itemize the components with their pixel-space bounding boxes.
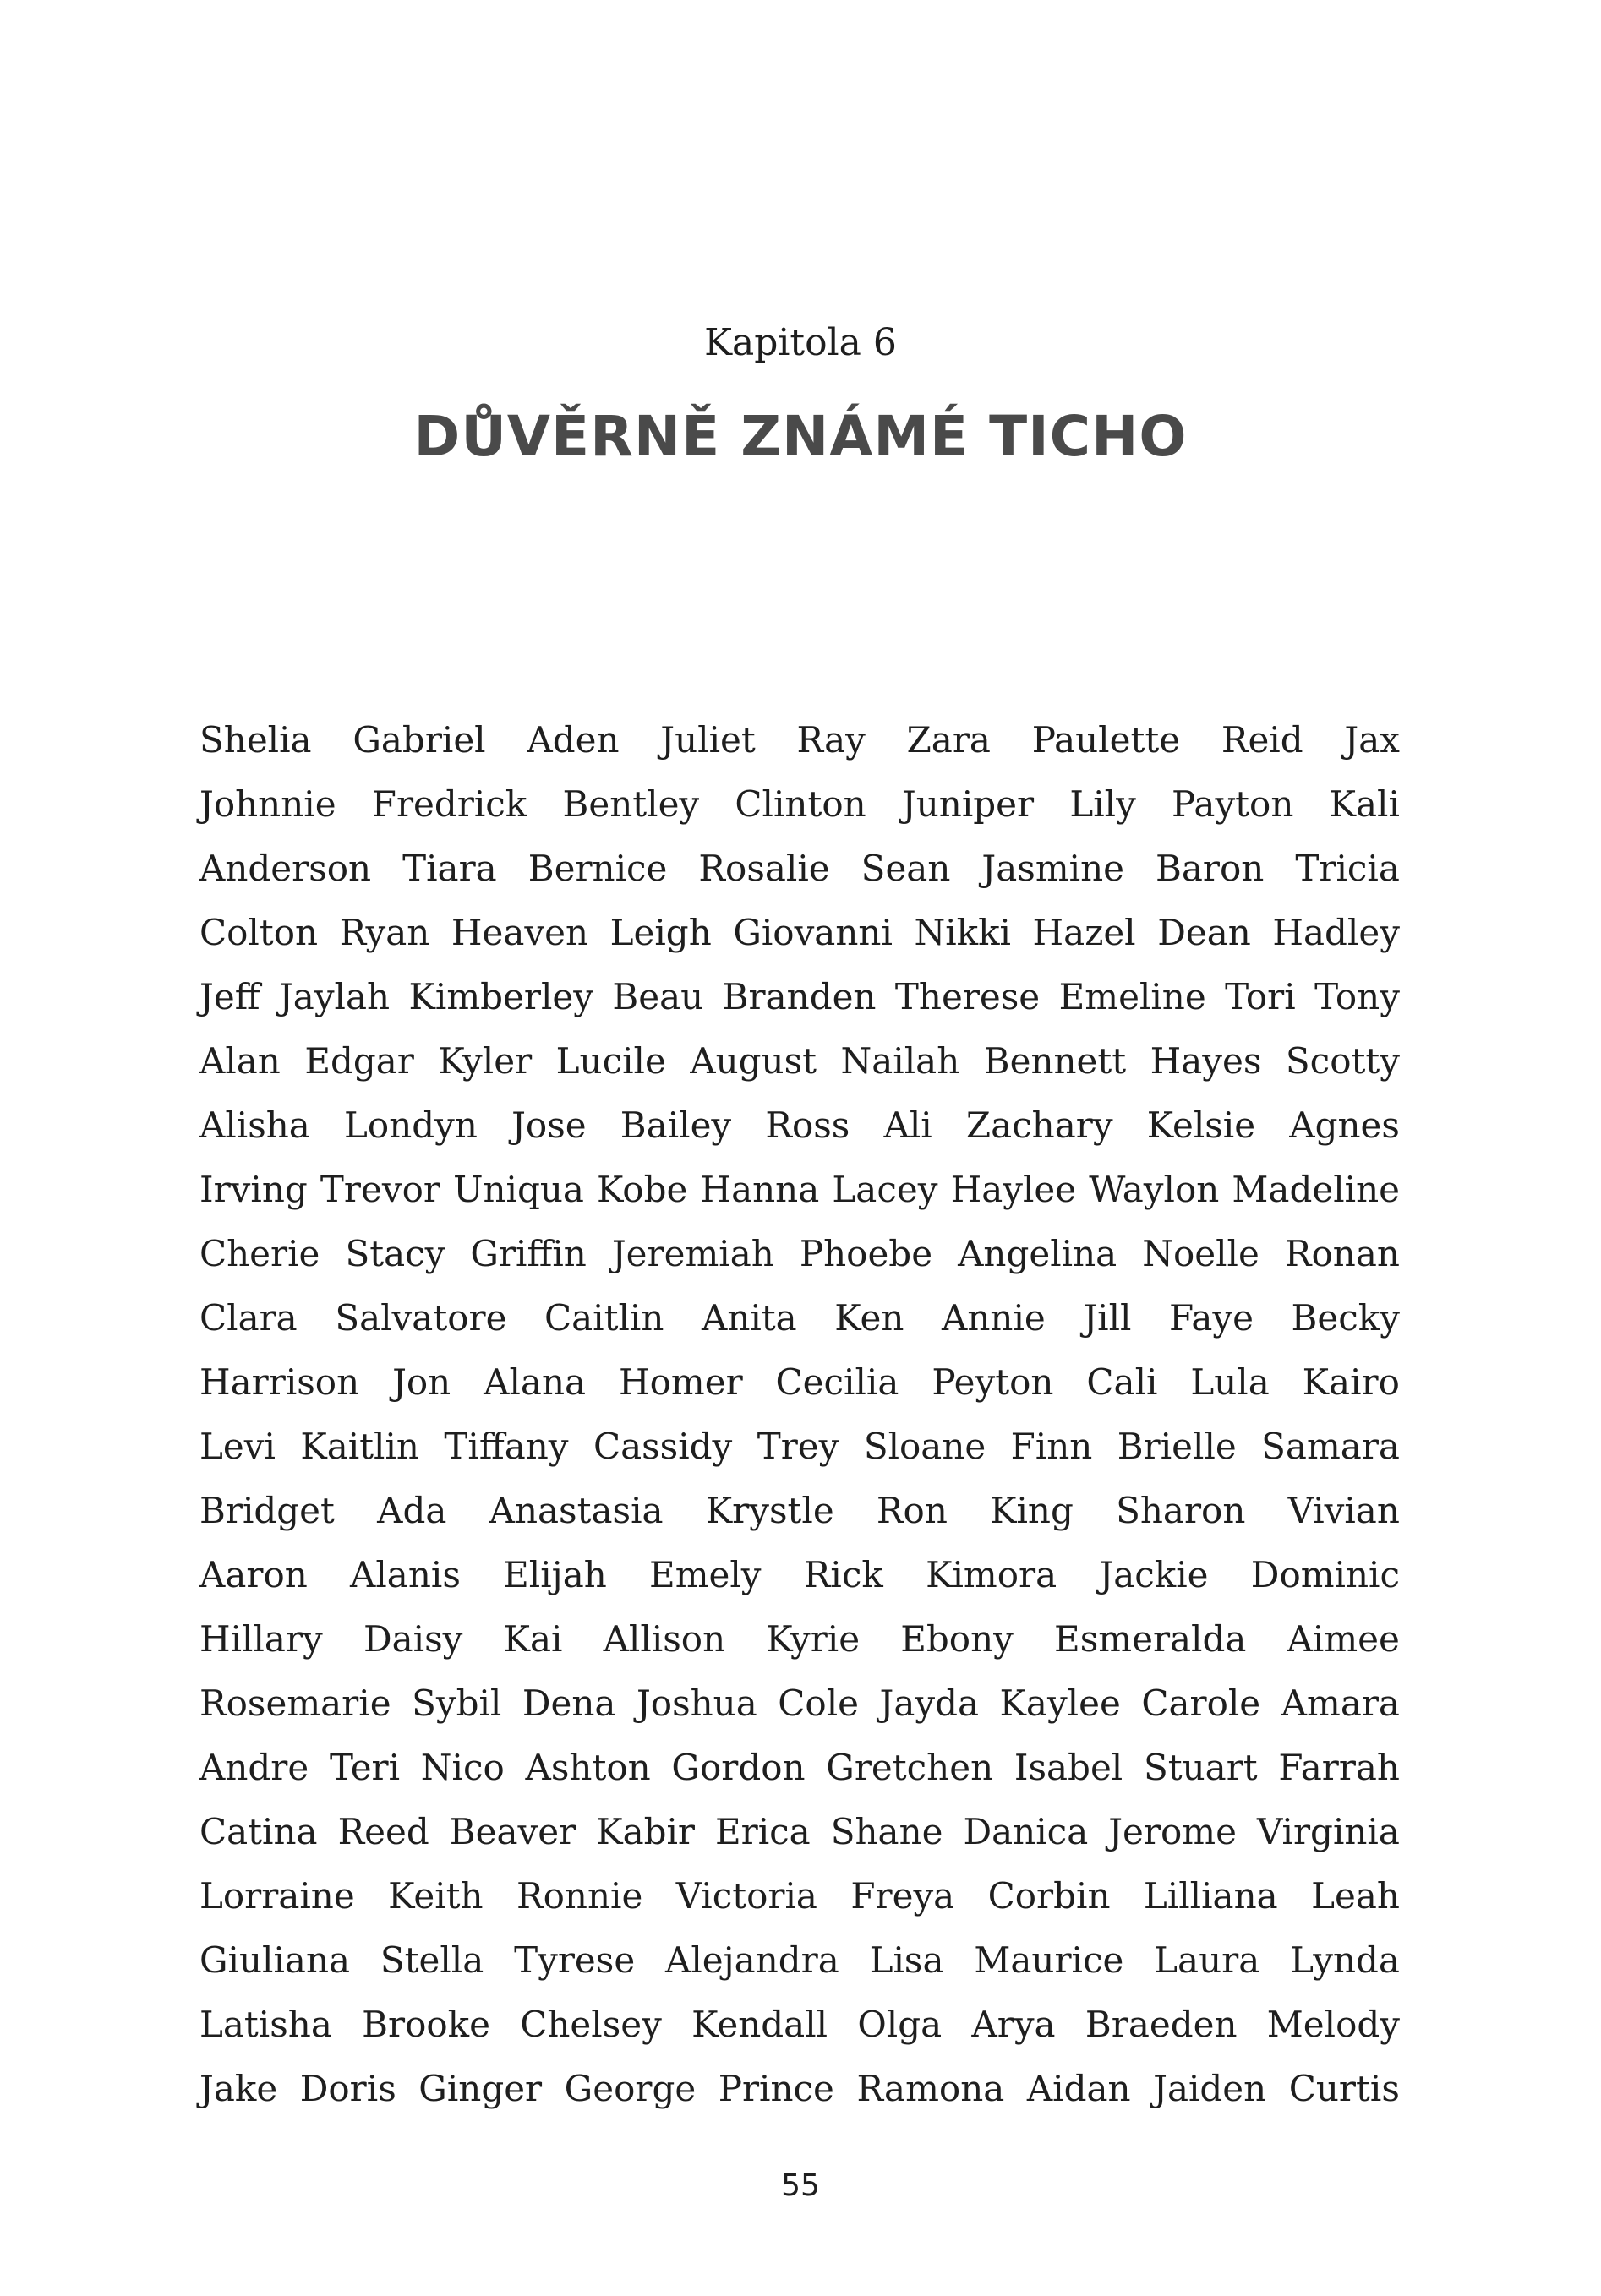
word: Giovanni — [733, 912, 893, 953]
text-line — [199, 1672, 1400, 1736]
word: Peyton — [932, 1361, 1054, 1403]
word: Shane — [830, 1811, 943, 1852]
word: George — [564, 2068, 697, 2109]
word: Haylee — [950, 1169, 1077, 1210]
word: Kelsie — [1146, 1104, 1256, 1146]
word: Kairo — [1302, 1361, 1400, 1403]
word: Doris — [299, 2068, 396, 2109]
word: Bennett — [983, 1040, 1127, 1082]
word: Faye — [1169, 1297, 1254, 1339]
word: Agnes — [1289, 1104, 1400, 1146]
chapter-label: Kapitola 6 — [704, 321, 897, 364]
word: Noelle — [1142, 1233, 1259, 1274]
word: Ada — [377, 1490, 447, 1531]
word: Kabir — [596, 1811, 695, 1852]
text-line — [199, 1158, 1400, 1222]
word: Anderson — [199, 848, 372, 889]
text-line — [199, 837, 1400, 901]
word: Virginia — [1256, 1811, 1400, 1852]
word: Stuart — [1143, 1747, 1258, 1788]
word: Catina — [199, 1811, 318, 1852]
word: Ross — [765, 1104, 850, 1146]
word: Victoria — [675, 1875, 817, 1917]
word: Cherie — [199, 1233, 320, 1274]
word: Jeff — [199, 976, 260, 1017]
word: Kimora — [926, 1554, 1057, 1595]
word: Freya — [850, 1875, 955, 1917]
text-line — [199, 1222, 1400, 1286]
word: Becky — [1291, 1297, 1400, 1339]
word: Jill — [1083, 1297, 1132, 1339]
word: Dean — [1157, 912, 1251, 953]
word: Madeline — [1232, 1169, 1400, 1210]
word: Aden — [527, 719, 620, 761]
word: Jake — [199, 2068, 278, 2109]
text-line — [199, 2057, 1400, 2121]
word: Rosalie — [698, 848, 830, 889]
word: Cecilia — [775, 1361, 899, 1403]
word: Chelsey — [520, 2004, 662, 2045]
word: Alanis — [350, 1554, 461, 1595]
word: Ramona — [856, 2068, 1005, 2109]
word: Latisha — [199, 2004, 332, 2045]
word: Laura — [1154, 1939, 1260, 1981]
word: Jeremiah — [611, 1233, 774, 1274]
word: Fredrick — [371, 783, 527, 825]
word: Bentley — [562, 783, 700, 825]
word: Cali — [1086, 1361, 1158, 1403]
word: Jerome — [1108, 1811, 1237, 1852]
word: Beaver — [449, 1811, 576, 1852]
word: Scotty — [1285, 1040, 1400, 1082]
chapter-title: DŮVĚRNĚ ZNÁMÉ TICHO — [413, 404, 1188, 469]
word: King — [990, 1490, 1074, 1531]
word: Cole — [778, 1682, 859, 1724]
word: Kaylee — [999, 1682, 1121, 1724]
word: Sloane — [863, 1426, 986, 1467]
word: Waylon — [1089, 1169, 1220, 1210]
word: Bridget — [199, 1490, 335, 1531]
word: Daisy — [363, 1618, 463, 1660]
text-line — [199, 901, 1400, 965]
word: Hanna — [700, 1169, 820, 1210]
word: Jasmine — [981, 848, 1125, 889]
word: Aaron — [199, 1554, 308, 1595]
word: August — [690, 1040, 817, 1082]
word: Trevor — [320, 1169, 440, 1210]
word: Erica — [714, 1811, 811, 1852]
word: Rick — [803, 1554, 883, 1595]
word: Brooke — [362, 2004, 490, 2045]
word: Danica — [963, 1811, 1089, 1852]
word: Anastasia — [489, 1490, 664, 1531]
word: Uniqua — [453, 1169, 584, 1210]
word: Sharon — [1116, 1490, 1246, 1531]
word: Lucile — [555, 1040, 666, 1082]
word: Gordon — [671, 1747, 806, 1788]
word: Tyrese — [514, 1939, 636, 1981]
word: Gabriel — [352, 719, 486, 761]
word: Lily — [1069, 783, 1136, 825]
word: Amara — [1281, 1682, 1400, 1724]
text-line — [199, 1415, 1400, 1479]
word: Griffin — [470, 1233, 587, 1274]
word: Jax — [1344, 719, 1400, 761]
word: Johnnie — [199, 783, 336, 825]
word: Ebony — [900, 1618, 1014, 1660]
text-line — [199, 1350, 1400, 1415]
word: Tori — [1225, 976, 1296, 1017]
word: Jon — [392, 1361, 451, 1403]
word: Leah — [1311, 1875, 1400, 1917]
word: Heaven — [451, 912, 589, 953]
word: Baron — [1156, 848, 1265, 889]
word: Reid — [1221, 719, 1303, 761]
word: Bailey — [620, 1104, 732, 1146]
word: Isabel — [1014, 1747, 1123, 1788]
word: Emely — [649, 1554, 762, 1595]
word: Gretchen — [826, 1747, 994, 1788]
word: Farrah — [1278, 1747, 1400, 1788]
word: Leigh — [609, 912, 712, 953]
word: Carole — [1141, 1682, 1261, 1724]
word: Lilliana — [1143, 1875, 1278, 1917]
word: Kobe — [597, 1169, 688, 1210]
word: Braeden — [1085, 2004, 1238, 2045]
word: Caitlin — [544, 1297, 664, 1339]
word: Clinton — [735, 783, 866, 825]
word: Anita — [701, 1297, 797, 1339]
word: Cassidy — [593, 1426, 733, 1467]
word: Reed — [337, 1811, 429, 1852]
word: Keith — [388, 1875, 484, 1917]
word: Maurice — [974, 1939, 1124, 1981]
text-line — [199, 1736, 1400, 1800]
word: Zara — [906, 719, 991, 761]
word: Ken — [834, 1297, 904, 1339]
word: Elijah — [503, 1554, 607, 1595]
word: Juniper — [901, 783, 1035, 825]
word: Emeline — [1058, 976, 1206, 1017]
word: Ashton — [525, 1747, 651, 1788]
word: Stella — [380, 1939, 484, 1981]
text-line — [199, 1607, 1400, 1672]
word: Aidan — [1026, 2068, 1131, 2109]
word: Homer — [618, 1361, 743, 1403]
text-line — [199, 708, 1400, 772]
word: Lacey — [832, 1169, 938, 1210]
text-line — [199, 1286, 1400, 1350]
text-line — [199, 1800, 1400, 1864]
text-line — [199, 965, 1400, 1029]
word: Ali — [883, 1104, 932, 1146]
word: Kai — [503, 1618, 563, 1660]
word: Lula — [1190, 1361, 1270, 1403]
word: Edgar — [304, 1040, 414, 1082]
word: Andre — [199, 1747, 309, 1788]
page-number: 55 — [781, 2168, 820, 2203]
word: Dominic — [1250, 1554, 1400, 1595]
word: Tricia — [1295, 848, 1400, 889]
word: Phoebe — [799, 1233, 933, 1274]
word: Jayda — [879, 1682, 980, 1724]
word: Lisa — [869, 1939, 944, 1981]
word: Ron — [876, 1490, 948, 1531]
word: Jackie — [1099, 1554, 1209, 1595]
word: Alisha — [199, 1104, 310, 1146]
word: Alana — [484, 1361, 587, 1403]
word: Nico — [420, 1747, 505, 1788]
word: Teri — [329, 1747, 401, 1788]
word: Ryan — [339, 912, 430, 953]
word: Jaiden — [1153, 2068, 1267, 2109]
word: Ginger — [418, 2068, 543, 2109]
word: Melody — [1266, 2004, 1400, 2045]
word: Beau — [612, 976, 704, 1017]
word: Arya — [971, 2004, 1056, 2045]
word: Angelina — [958, 1233, 1117, 1274]
text-line — [199, 1093, 1400, 1158]
word: Kali — [1329, 783, 1400, 825]
word: Salvatore — [335, 1297, 507, 1339]
word: Clara — [199, 1297, 298, 1339]
word: Allison — [603, 1618, 726, 1660]
word: Giuliana — [199, 1939, 351, 1981]
word: Prince — [718, 2068, 834, 2109]
word: Juliet — [660, 719, 756, 761]
body-text — [199, 708, 1400, 2121]
text-line — [199, 1993, 1400, 2057]
word: Ronan — [1284, 1233, 1400, 1274]
word: Kendall — [691, 2004, 828, 2045]
word: Jaylah — [278, 976, 391, 1017]
word: Annie — [942, 1297, 1046, 1339]
word: Hadley — [1272, 912, 1400, 953]
word: Zachary — [965, 1104, 1113, 1146]
word: Colton — [199, 912, 319, 953]
word: Jose — [511, 1104, 587, 1146]
word: Tony — [1314, 976, 1400, 1017]
text-line — [199, 1543, 1400, 1607]
word: Payton — [1172, 783, 1294, 825]
word: Kyler — [438, 1040, 533, 1082]
word: Levi — [199, 1426, 276, 1467]
word: Nikki — [914, 912, 1011, 953]
word: Esmeralda — [1054, 1618, 1247, 1660]
word: Tiffany — [444, 1426, 569, 1467]
word: Hillary — [199, 1618, 323, 1660]
word: Branden — [722, 976, 877, 1017]
word: Paulette — [1031, 719, 1181, 761]
word: Nailah — [840, 1040, 960, 1082]
word: Kaitlin — [300, 1426, 419, 1467]
word: Samara — [1261, 1426, 1400, 1467]
word: Therese — [894, 976, 1041, 1017]
word: Hazel — [1032, 912, 1136, 953]
word: Lorraine — [199, 1875, 355, 1917]
word: Alejandra — [665, 1939, 839, 1981]
word: Londyn — [344, 1104, 478, 1146]
word: Rosemarie — [199, 1682, 391, 1724]
text-line — [199, 772, 1400, 837]
word: Irving — [199, 1169, 308, 1210]
word: Tiara — [402, 848, 497, 889]
word: Corbin — [987, 1875, 1111, 1917]
word: Brielle — [1117, 1426, 1237, 1467]
word: Harrison — [199, 1361, 360, 1403]
word: Dena — [522, 1682, 616, 1724]
word: Sybil — [412, 1682, 502, 1724]
word: Curtis — [1288, 2068, 1400, 2109]
word: Kyrie — [766, 1618, 861, 1660]
word: Shelia — [199, 719, 312, 761]
word: Kimberley — [408, 976, 593, 1017]
word: Alan — [199, 1040, 281, 1082]
word: Ronnie — [516, 1875, 643, 1917]
word: Sean — [861, 848, 951, 889]
text-line — [199, 1029, 1400, 1093]
word: Ray — [796, 719, 866, 761]
word: Stacy — [345, 1233, 445, 1274]
word: Hayes — [1150, 1040, 1262, 1082]
text-line — [199, 1928, 1400, 1993]
word: Krystle — [705, 1490, 834, 1531]
text-line — [199, 1864, 1400, 1928]
word: Vivian — [1287, 1490, 1400, 1531]
word: Lynda — [1290, 1939, 1400, 1981]
word: Aimee — [1287, 1618, 1400, 1660]
word: Bernice — [527, 848, 668, 889]
text-line — [199, 1479, 1400, 1543]
word: Trey — [757, 1426, 839, 1467]
word: Finn — [1010, 1426, 1093, 1467]
word: Olga — [857, 2004, 943, 2045]
word: Joshua — [636, 1682, 757, 1724]
